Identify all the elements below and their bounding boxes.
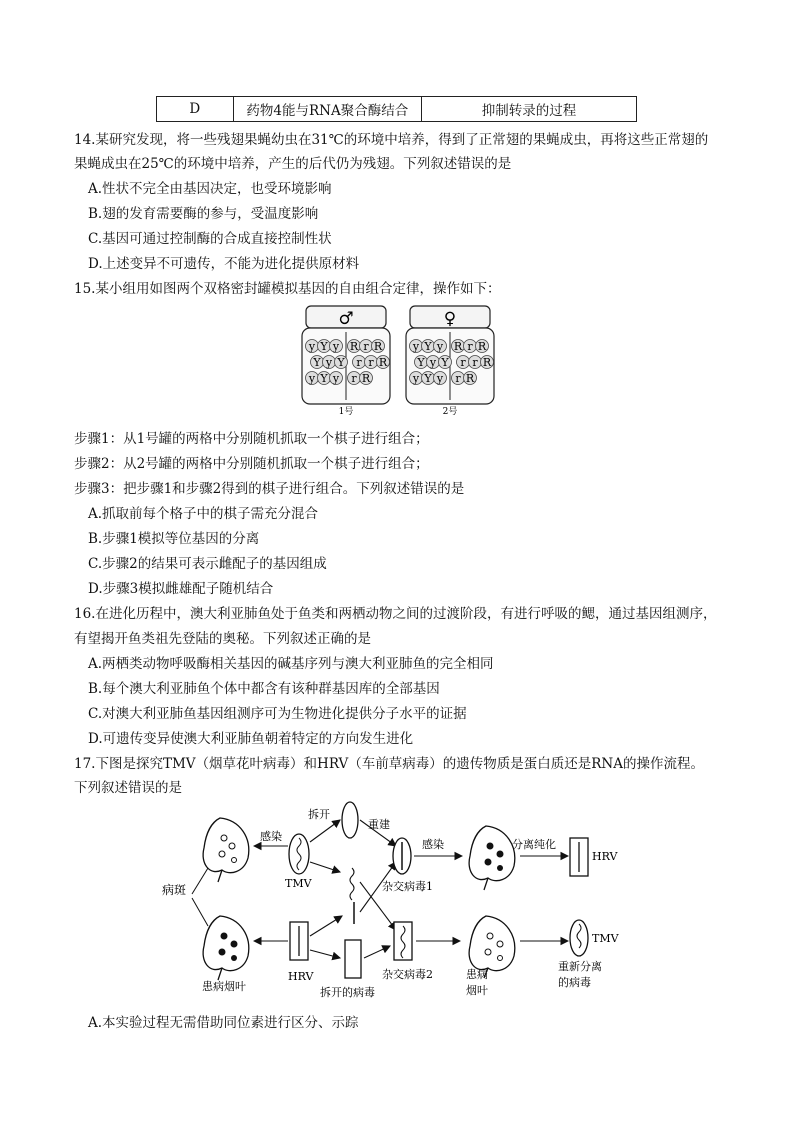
- chip-label: R: [349, 340, 359, 353]
- chip-label: R: [373, 340, 383, 353]
- chip-label: Y: [424, 372, 432, 385]
- chip-label: y: [436, 372, 444, 385]
- chip-label: R: [465, 372, 475, 385]
- q14-option-c: C.基因可通过控制酶的合成直接控制性状: [88, 231, 332, 247]
- chip-label: y: [325, 356, 333, 369]
- label-hybrid-1: 杂交病毒1: [382, 880, 433, 893]
- chip-label: r: [351, 372, 357, 385]
- chip-label: y: [412, 372, 420, 385]
- tmv-particle-right: [570, 920, 588, 956]
- chip-label: R: [453, 340, 463, 353]
- answer-table-row: [156, 96, 637, 122]
- chip-label: R: [477, 340, 487, 353]
- q14-option-b: B.翅的发育需要酶的参与，受温度影响: [88, 206, 319, 222]
- label-infect-2: 感染: [422, 838, 444, 851]
- q15-option-a: A.抓取前每个格子中的棋子需充分混合: [88, 506, 319, 522]
- hybrid-virus-2: [394, 922, 412, 960]
- q17-option-a: A.本实验过程无需借助同位素进行区分、示踪: [88, 1015, 359, 1031]
- chip-label: Y: [320, 372, 328, 385]
- leaf-tmv-infected: [203, 818, 249, 882]
- q15-stem: 15.某小组用如图两个双格密封罐模拟基因的自由组合定律，操作如下：: [74, 281, 501, 297]
- table-cell-drug: 药物4能与RNA聚合酶结合: [234, 97, 422, 121]
- table-cell-effect: 抑制转录的过程: [481, 103, 577, 119]
- label-sick-leaf1: 患病烟叶: [202, 980, 246, 993]
- label-hybrid-2: 杂交病毒2: [382, 968, 433, 981]
- chip-label: r: [467, 340, 473, 353]
- q16-stem-line2: 有望揭开鱼类祖先登陆的奥秘。下列叙述正确的是: [74, 631, 371, 647]
- q16-option-a: A.两栖类动物呼吸酶相关基因的碱基序列与澳大利亚肺鱼的完全相同: [88, 656, 494, 672]
- q16-stem-line1: 16.在进化历程中，澳大利亚肺鱼处于鱼类和两栖动物之间的过渡阶段，有进行呼吸的鳃，通过基因组测序，: [74, 606, 717, 622]
- chip-label: Y: [337, 356, 345, 369]
- chip-label: R: [361, 372, 371, 385]
- label-tmv-right: TMV: [592, 932, 619, 945]
- label-tmv-left: TMV: [285, 877, 312, 890]
- label-split-virus: 拆开的病毒: [320, 986, 375, 999]
- q14-option-a: A.性状不完全由基因决定，也受环境影响: [88, 181, 332, 197]
- chip-label: Y: [417, 356, 425, 369]
- label-purify: 分离纯化: [512, 838, 556, 851]
- label-rebuild: 重建: [368, 818, 390, 831]
- chip-label: r: [368, 356, 374, 369]
- q15-step2: 步骤2：从2号罐的两格中分别随机抓取一个棋子进行组合；: [74, 456, 429, 472]
- q14-stem-line2: 果蝇成虫在25℃的环境中培养，产生的后代仍为残翅。下列叙述错误的是: [74, 156, 512, 172]
- jar-2-label: 2号: [442, 407, 458, 417]
- q16-option-c: C.对澳大利亚肺鱼基因组测序可为生物进化提供分子水平的证据: [88, 706, 467, 722]
- label-reisolated-a: 重新分离: [558, 960, 602, 973]
- jars-figure: [298, 302, 498, 418]
- q15-option-b: B.步骤1模拟等位基因的分离: [88, 531, 260, 547]
- chip-label: y: [308, 340, 316, 353]
- label-sick-leaf2-a: 患病: [466, 968, 488, 981]
- chip-label: r: [460, 356, 466, 369]
- chip-label: y: [429, 356, 437, 369]
- male-symbol: ♂: [338, 309, 354, 329]
- chip-label: r: [356, 356, 362, 369]
- label-hrv-top: HRV: [592, 850, 618, 863]
- q16-option-b: B.每个澳大利亚肺鱼个体中都含有该种群基因库的全部基因: [88, 681, 440, 697]
- chip-label: Y: [424, 340, 432, 353]
- q14-stem-line1: 14.某研究发现，将一些残翅果蝇幼虫在31℃的环境中培养，得到了正常翅的果蝇成虫，再将这些正常翅的: [74, 132, 709, 148]
- leaf-hybrid-1-infected: [469, 826, 515, 890]
- chip-label: Y: [320, 340, 328, 353]
- q17-stem-line1: 17.下图是探究TMV（烟草花叶病毒）和HRV（车前草病毒）的遗传物质是蛋白质还是RNA的操作流程。: [74, 756, 704, 772]
- chip-label: Y: [441, 356, 449, 369]
- chip-label: y: [332, 340, 340, 353]
- chip-label: r: [455, 372, 461, 385]
- chip-label: y: [436, 340, 444, 353]
- chip-label: R: [482, 356, 492, 369]
- jar-2: [406, 306, 494, 417]
- chip-label: r: [472, 356, 478, 369]
- chip-label: y: [412, 340, 420, 353]
- label-reisolated-b: 的病毒: [558, 976, 591, 989]
- chip-label: r: [363, 340, 369, 353]
- tmv-hrv-flow-diagram: [160, 798, 640, 1004]
- chip-label: Y: [313, 356, 321, 369]
- chip-label: R: [378, 356, 388, 369]
- leaf-hrv-infected: [203, 916, 249, 980]
- q15-step3: 步骤3：把步骤1和步骤2得到的棋子进行组合。下列叙述错误的是: [74, 481, 465, 497]
- label-infect-1: 感染: [260, 830, 282, 843]
- q15-option-c: C.步骤2的结果可表示雌配子的基因组成: [88, 556, 327, 572]
- q14-option-d: D.上述变异不可遗传，不能为进化提供原材料: [88, 256, 360, 272]
- jar-1: [302, 306, 390, 417]
- chip-label: y: [332, 372, 340, 385]
- q17-stem-line2: 下列叙述错误的是: [74, 780, 182, 796]
- label-hrv-bottom: HRV: [288, 970, 314, 983]
- label-sick-leaf2-b: 烟叶: [466, 984, 488, 997]
- chip-label: y: [308, 372, 316, 385]
- q16-option-d: D.可遗传变异使澳大利亚肺鱼朝着特定的方向发生进化: [88, 731, 414, 747]
- label-spot: 病斑: [162, 883, 187, 897]
- q15-option-d: D.步骤3模拟雌雄配子随机结合: [88, 581, 274, 597]
- table-cell-option: D: [157, 97, 234, 121]
- q15-step1: 步骤1：从1号罐的两格中分别随机抓取一个棋子进行组合；: [74, 431, 429, 447]
- jar-1-label: 1号: [338, 407, 354, 417]
- label-split: 拆开: [308, 808, 330, 821]
- female-symbol: ♀: [443, 309, 457, 329]
